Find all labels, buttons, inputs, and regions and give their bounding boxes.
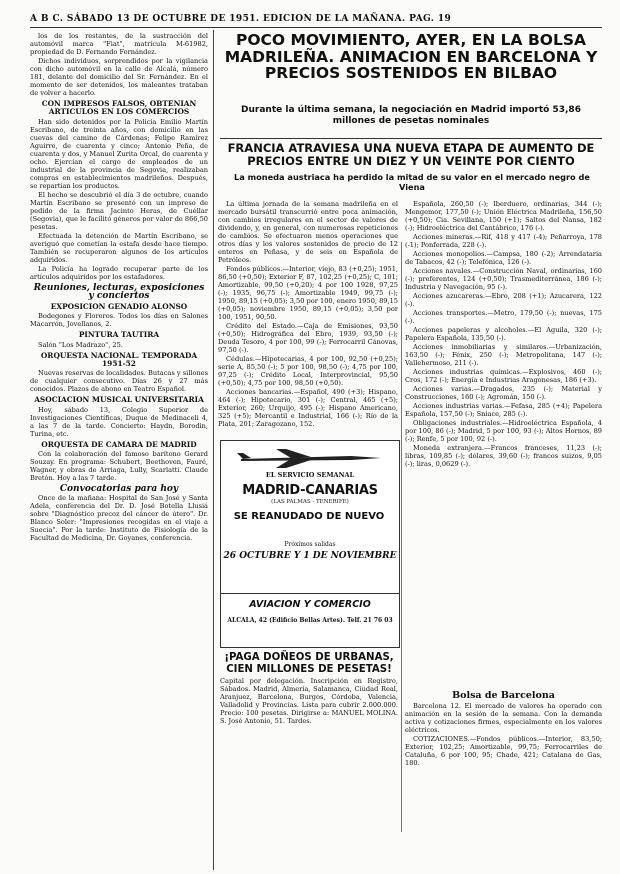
- paragraph: los de los restantes, de la sustracción del automóvil marca "Fiat", matrícula M-61982, propiedad de D. Fernando Fernández.: [30, 32, 208, 56]
- classified-advertisement: [220, 652, 398, 725]
- paragraph: Barcelona 12. El mercado de valores ha operado con animación en la sesión de la semana. Con la demanda activa y cotizaciones firmes, especialmente en los valores eléctricos.: [405, 702, 602, 734]
- airplane-icon: [231, 447, 389, 469]
- paragraph: Hoy, sábado 13, Colegio Superior de Investigaciones Científicas, Duque de Medinaceli 4, a las 7 de la tarde. Concierto: Haydn, Borodin, Turina, etc.: [30, 405, 208, 438]
- paragraph: Nuevas reservas de localidades. Butacas y sillones de cualquier consecutivo. Días 26 y 27 más conocidos. Plazos de abono en Teatro Español.: [30, 369, 208, 394]
- paragraph: Fondos públicos.—Interior, viejo, 83 (+0,25); 1951, 86,50 (+0,50); Exterior F, 87, 102,25 (+0,25); C, 101; Amortizable, 99,50 (+0,20); 4 por 100 1928, 97,25 (-); 1935, 96,75 (-); Amortizable 1949, 99,75 (-); 1950, 89,15 (+0,05); 3,50 por 100, enero 1950, 89,15 (+0,05); noviembre 1950, 89,15 (+0,05); 3,50 por 100, 1951, 90,50.: [218, 265, 398, 321]
- paragraph: Acciones papeleras y alcoholes.—El Aguila, 320 (-); Papelera Española, 135,50 (-).: [405, 326, 602, 342]
- section-heading: Reuniones, lecturas, exposiciones y conciertos: [33, 282, 205, 301]
- paragraph: Acciones navales.—Construcción Naval, ordinarias, 160 (-); preferentes, 124 (+0,50); Trasmediterránea, 186 (-); Industria y Navegación, 95 (-).: [405, 267, 602, 291]
- paragraph: Bodegones y Floreros. Todos los días en Salones Macarrón, Jovellanos, 2.: [30, 312, 208, 329]
- divider: [220, 138, 602, 139]
- ad-line: (LAS PALMAS - TENERIFE): [271, 499, 349, 505]
- column-divider-right: [401, 242, 402, 832]
- paragraph: La Policía ha logrado recuperar parte de los artículos adquiridos por los estafadores.: [30, 264, 208, 281]
- paragraph: Once de la mañana: Hospital de San José y Santa Adela, conferencia del Dr. D. José Botella Llusiá sobre "Diagnóstico precoz del cáncer de útero". Dr. Blanco Soler: "Impresiones recogidas en el viaje a Suecia". Por la tarde: Instituto de Fisiología de la Facultad de Medicina, Dr. Goyanes, conferencia.: [30, 494, 208, 543]
- left-column: [30, 32, 208, 543]
- paragraph: Salón "Los Madrazo", 25.: [38, 340, 123, 349]
- secondary-deck: La moneda austriaca ha perdido la mitad de su valor en el mercado negro de Viena: [234, 172, 590, 192]
- ad-route: MADRID-CANARIAS: [242, 483, 378, 498]
- event-title: ORQUESTA NACIONAL. TEMPORADA 1951-52: [40, 350, 198, 369]
- section-heading: Convocatorias para hoy: [59, 484, 179, 495]
- paragraph: Acciones monopolios.—Campsa, 180 (-2); Arrendataria de Tabacos, 42 (-); Telefónica, 126 (-).: [405, 250, 602, 266]
- paragraph: Acciones transportes.—Metro, 179,50 (-); nuevas, 175 (-).: [405, 309, 602, 325]
- paragraph: Acciones mineras.—Rif, 418 y 417 (-4); Peñarroya, 178 (-1); Ponferrada, 228 (-).: [405, 233, 602, 249]
- paragraph: La última jornada de la semana madrileña en el mercado bursátil transcurrió entre poca animación, con cambios irregulares en el sector de valores de dividendo, y, en general, con numerosas repeticiones de cambios. Se efectuaron menos operaciones que otros días y los valores sostenidos de precio de 12 enteros en Peñasa, y de seis en Española de Petróleos.: [218, 200, 398, 264]
- main-headline: POCO MOVIMIENTO, AYER, EN LA BOLSA MADRILEÑA. ANIMACION EN BARCELONA Y PRECIOS SOSTENIDOS EN BILBAO: [224, 31, 598, 82]
- paragraph: Acciones industrias químicas.—Explosivos, 460 (-); Cros, 172 (-); Energía e Industrias Aragonesas, 186 (+3).: [405, 368, 602, 384]
- ad-headline: ¡PAGA DOÑEOS DE URBANAS, CIEN MILLONES DE PESETAS!: [224, 652, 394, 675]
- ad-line: SE REANUDADO DE NUEVO: [233, 511, 385, 522]
- ad-address: ALCALA, 42 (Edificio Bellas Artes). Telf. 21 76 03: [227, 617, 393, 624]
- ad-divider: [221, 593, 399, 594]
- event-title: ASOCIACION MUSICAL UNIVERSITARIA: [34, 395, 204, 405]
- paragraph: Crédito del Estado.—Caja de Emisiones, 93,50 (+0,50); Hidrográfica del Ebro, 1939, 93,50 (-); Deuda Tesoro, 4 por 100, 99 (-); Ferrocarril Cánovas, 97,50 (-).: [218, 322, 398, 354]
- main-deck: Durante la última semana, la negociación en Madrid importó 53,86 millones de pesetas nominales: [241, 105, 581, 126]
- column-divider-left: [213, 30, 214, 870]
- paragraph: Acciones bancarias.—Español, 490 (+3); Hispano, 464 (-); Hipotecario, 301 (-); Central, 465 (+5); Exterior, 260; Urquijo, 495 (-); Hispano Americano, 325 (+5); Mercantil e Industrial, 166 (-); Río de la Plata, 201; Zaragozano, 152.: [218, 388, 398, 428]
- ad-line: Próximos salidas: [284, 541, 336, 548]
- event-title: EXPOSICION GENADIO ALONSO: [50, 301, 188, 311]
- paragraph: Acciones inmobiliarias y similares.—Urbanización, 163,50 (-); Fénix, 250 (-); Metropolitana, 147 (-); Vallehermoso, 211 (-).: [405, 343, 602, 367]
- paragraph: Acciones azucareras.—Ebro, 208 (+1); Azucarera, 122 (-).: [405, 292, 602, 308]
- ad-company: AVIACION Y COMERCIO: [249, 599, 371, 610]
- section-heading: Bolsa de Barcelona: [452, 690, 555, 701]
- paragraph: Española, 260,50 (-); Iberduero, ordinarias, 344 (-); Mengemor, 177,50 (-); Unión Eléctrica Madrileña, 156,50 (+0,50); Cia. Sevillana, 150 (+1); Saltos del Nansa, 182 (-); Hidroeléctrica del Cantábrico, 176 (-).: [405, 200, 602, 232]
- paragraph: Cédulas.—Hipotecarias, 4 por 100, 92,50 (+0,25); serie A, 85,50 (-); 5 por 100, 98,50 (-); 4,75 por 100, 97,25 (-); Crédito Local, Interprovincial, 95,50 (+0,50); 4,75 por 100, 98,50 (+0,50).: [218, 355, 398, 387]
- paragraph: Dichos individuos, sorprendidos por la vigilancia con dicho automóvil en la calle de Alcalá, número 181, delante del domicilio del Sr. Fernández. En el momento de ser detenidos, los maleantes trataban de volver a hacerlo.: [30, 57, 208, 97]
- bolsa-barcelona-section: [405, 690, 602, 768]
- paragraph: Acciones varias.—Dragados, 235 (-); Material y Construcciones, 160 (-); Agromán, 150 (-).: [405, 385, 602, 401]
- paragraph: Obligaciones industriales.—Hidroeléctrica Española, 4 por 100, 86 (-); Madrid, 5 por 100, 93 (-); Altos Hornos, 89 (-); Renfe, 5 por 100, 92 (-).: [405, 419, 602, 443]
- middle-column: [218, 200, 398, 429]
- paragraph: El hecho se descubrió el día 3 de octubre, cuando Martín Escribano se presentó con un impreso de pedido de la firma Jacinto Heras, de Cuéllar (Segovia), que le facilitó géneros por valor de 866,50 pesetas.: [30, 190, 208, 231]
- paragraph: Acciones industrias varias.—Fefasa, 285 (+4); Papelera Española, 157,50 (-); Sniace, 285 (-).: [405, 402, 602, 418]
- secondary-headline: FRANCIA ATRAVIESA UNA NUEVA ETAPA DE AUMENTO DE PRECIOS ENTRE UN DIEZ Y UN VEINTE POR CIENTO: [227, 141, 595, 168]
- paragraph: Moneda extranjera.—Francos franceses, 11,23 (-); libras, 109,85 (-); dólares, 39,60 (-); francos suizos, 9,05 (-); liras, 0,0629 (-).: [405, 444, 602, 468]
- section-heading: CON IMPRESOS FALSOS, OBTENIAN ARTICULOS EN LOS COMERCIOS: [41, 99, 197, 117]
- right-column: [405, 200, 602, 469]
- paragraph: Efectuada la detención de Martín Escribano, se averiguó que cometían la estafa desde hace tiempo. También se recuperaron algunos de los artículos adquiridos.: [30, 231, 208, 264]
- ad-body: Capital por delegación. Inscripción en Registro, Sábados. Madrid, Almería, Salamanca, Ciudad Real, Aranjuez, Barcelona, Burgos, Córdoba, Valencia, Valladolid y Provincias. Lista para cubrir 2.000.000. Precio: 100 pesetas. Dirigirse a: MANUEL MOLINA. S. José Antonio, 51. Tardes.: [220, 677, 398, 725]
- header-rule: [30, 27, 602, 28]
- event-title: ORQUESTA DE CAMARA DE MADRID: [41, 439, 197, 449]
- ad-dates: 26 OCTUBRE Y 1 DE NOVIEMBRE: [223, 551, 397, 561]
- paragraph: Con la colaboración del famoso barítono Gerard Souzay. En programa: Schubert, Beethoven, Fauré, Wagner, y obras de Arriaga, Lully, Scarlatti. Claude Bretón. Hoy a las 7 tarde.: [30, 450, 208, 483]
- ad-line: EL SERVICIO SEMANAL: [265, 471, 355, 479]
- paragraph: COTIZACIONES.—Fondos públicos.—Interior, 83,50; Exterior, 102,25; Amortizable, 99,75; Ferrocarriles de Cataluña, 6 por 100, 95; Chade, 421; Catalana de Gas, 180.: [405, 735, 602, 767]
- page-header: A B C. SÁBADO 13 DE OCTUBRE DE 1951. EDICION DE LA MAÑANA. PAG. 19: [30, 14, 452, 24]
- airline-advertisement: [220, 440, 400, 648]
- paragraph: Han sido detenidos por la Policía Emilio Martín Escribano, de treinta años, con domicilio en las cuevas del camino de Cárdenas; Felipe Ramírez Aguirre, de cuarenta y cinco; Antonio Peña, de cuarenta y dos, y Manuel Zurita Orcal, de cuarenta y ocho. Ejercían el cargo de empleados de un industrial de la provincia de Segovia, realizaban compras en establecimientos madrileños. Después, se repartían los productos.: [30, 117, 208, 190]
- event-title: PINTURA TAUTIRA: [78, 330, 160, 340]
